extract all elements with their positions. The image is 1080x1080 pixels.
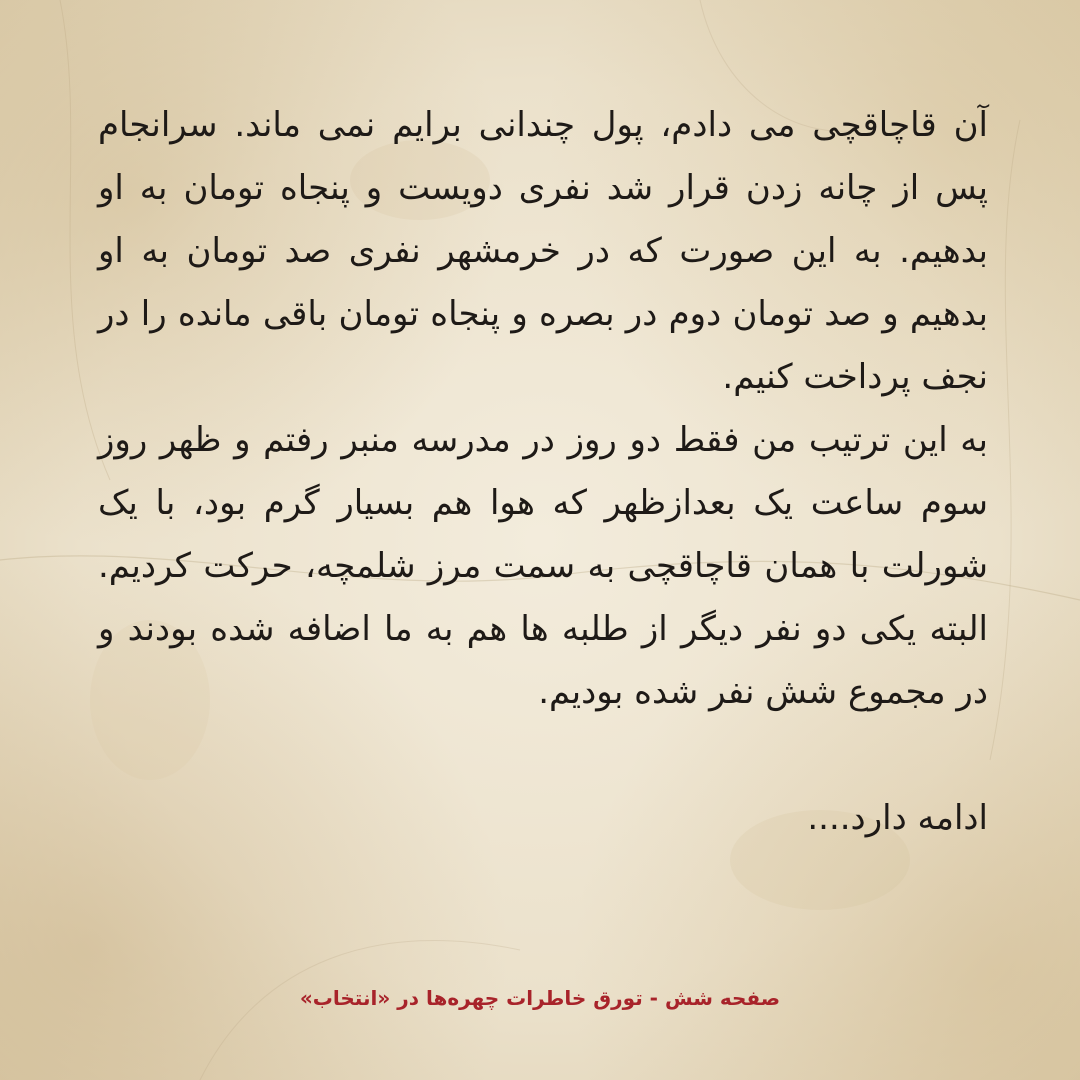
paragraph-spacer [98,724,988,787]
article-text [98,94,988,850]
paper-crease [990,120,1020,760]
paragraph-1: آن قاچاقچی می دادم، پول چندانی برایم نمی ماند. سرانجام پس از چانه زدن قرار شد نفری دویست و پنجاه تومان به او بدهیم. به این صورت که در خرمشهر نفری صد تومان به او بدهیم و صد تومان دوم در بصره و پنجاه تومان باقی مانده را در نجف پرداخت کنیم. [98,105,988,397]
continues-text: ادامه دارد.... [807,798,988,838]
paper-crease [200,940,520,1080]
page-footer: صفحه شش - تورق خاطرات چهره‌ها در «انتخاب» [299,986,781,1010]
paragraph-2: به این ترتیب من فقط دو روز در مدرسه منبر رفتم و ظهر روز سوم ساعت یک بعدازظهر که هوا هم بسیار گرم بود، با یک شورلت با همان قاچاقچی به سمت مرز شلمچه، حرکت کردیم. البته یکی دو نفر دیگر از طلبه ها هم به ما اضافه شده بودند و در مجموع شش نفر شده بودیم. [98,420,988,712]
